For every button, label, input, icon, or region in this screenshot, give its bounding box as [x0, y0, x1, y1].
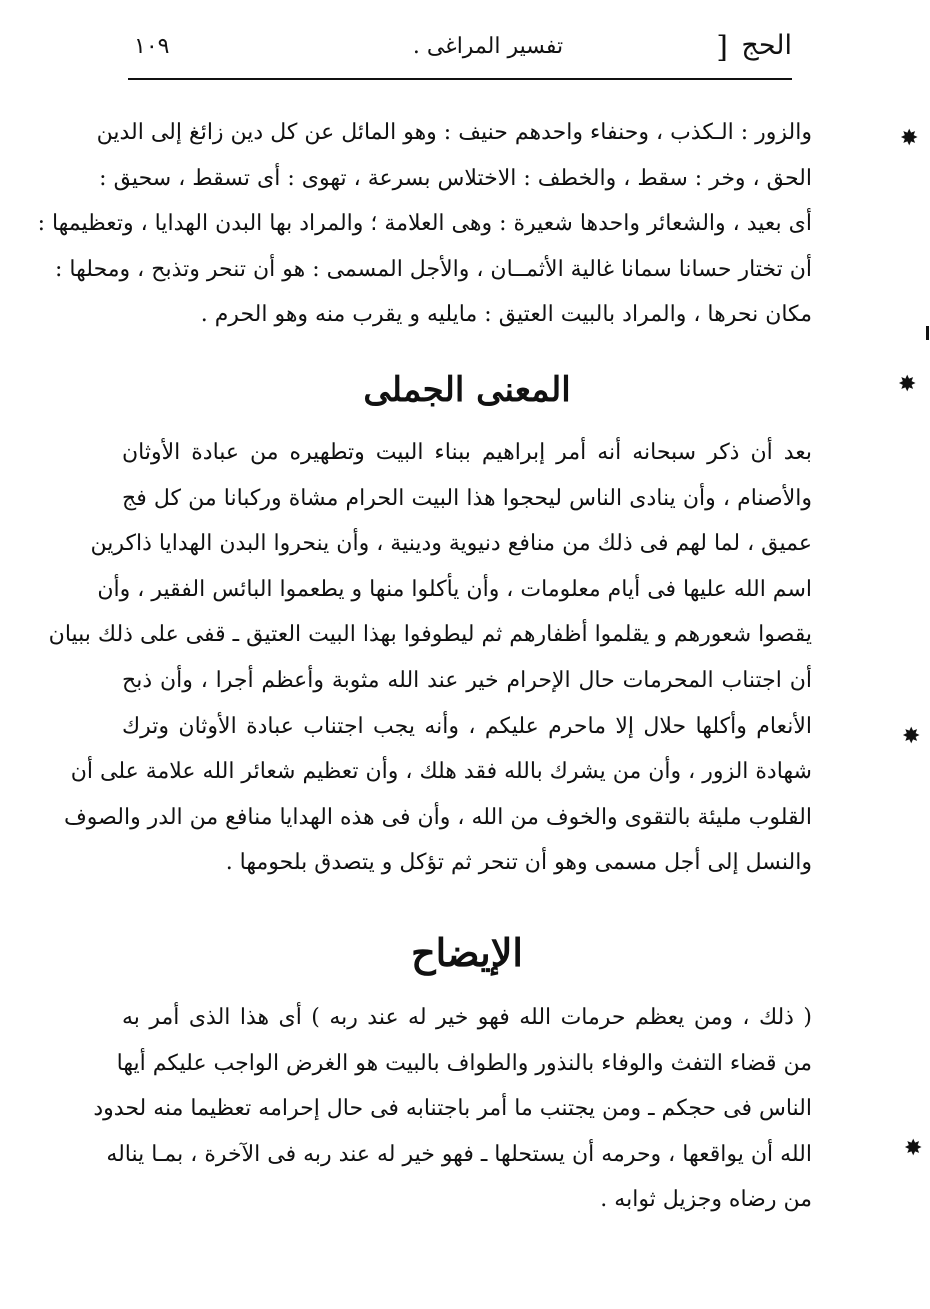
- text-line: القلوب مليئة بالتقوى والخوف من الله ، وأن فى هذه الهدايا منافع من الدر والصوف: [64, 804, 812, 830]
- general-meaning-paragraph: [48, 430, 812, 886]
- text-line: من رضاه وجزيل ثوابه .: [600, 1187, 812, 1213]
- text-line: من قضاء التفث والوفاء بالنذور والطواف بالبيت هو الغرض الواجب عليكم أيها: [116, 1050, 812, 1076]
- ink-blot-icon: ✸: [898, 372, 917, 397]
- text-line: والزور : الـكذب ، وحنفاء واحدهم حنيف : وهو المائل عن كل دين زائغ إلى الدين: [96, 120, 812, 145]
- explanation-paragraph: [93, 995, 812, 1223]
- text-line: أن اجتناب المحرمات حال الإحرام خير عند الله مثوبة وأعظم أجرا ، وأن ذبح: [122, 667, 812, 693]
- running-header: [128, 28, 792, 80]
- margin-tick: [926, 326, 929, 340]
- text-line: شهادة الزور ، وأن من يشرك بالله فقد هلك ، وأن تعظيم شعائر الله علامة على أن: [70, 759, 812, 785]
- text-line: عميق ، لما لهم فى ذلك من منافع دنيوية ودينية ، وأن ينحروا البدن الهدايا ذاكرين: [90, 531, 812, 557]
- text-line: والنسل إلى أجل مسمى وهو أن تنحر ثم تؤكل و يتصدق بلحومها .: [225, 850, 812, 876]
- ink-blot-icon: ✸: [904, 1136, 923, 1161]
- text-line: الأنعام وأكلها حلال إلا ماحرم عليكم ، وأنه يجب اجتناب عبادة الأوثان وترك: [122, 713, 812, 739]
- surah-name: الحج: [741, 30, 792, 61]
- section-heading-general-meaning: المعنى الجملى: [363, 370, 571, 410]
- text-line: الحق ، وخر : سقط ، والخطف : الاختلاس بسرعة ، تهوى : أى تسقط ، سحيق :: [99, 165, 812, 191]
- section-heading-explanation: الإيضاح: [411, 930, 523, 975]
- text-line: أن تختار حسانا سمانا غالية الأثمــان ، والأجل المسمى : هو أن تنحر وتذبح ، ومحلها :: [55, 256, 812, 282]
- text-line: اسم الله عليها فى أيام معلومات ، وأن يأكلوا منها و يطعموا البائس الفقير ، وأن: [97, 576, 812, 602]
- text-line: الناس فى حجكم ـ ومن يجتنب ما أمر باجتنابه فى حال إحرامه تعظيما منه لحدود: [93, 1096, 812, 1122]
- text-line: ( ذلك ، ومن يعظم حرمات الله فهو خير له عند ربه ) أى هذا الذى أمر به: [122, 1005, 812, 1030]
- text-line: بعد أن ذكر سبحانه أنه أمر إبراهيم ببناء البيت وتطهيره من عبادة الأوثان: [122, 440, 812, 465]
- text-line: أى بعيد ، والشعائر واحدها شعيرة : وهى العلامة ؛ والمراد بها البدن الهدايا ، وتعظيمها :: [37, 211, 812, 237]
- page-number: ١٠٩: [134, 34, 170, 59]
- text-line: الله أن يواقعها ، وحرمه أن يستحلها ـ فهو خير له عند ربه فى الآخرة ، بمـا يناله: [106, 1141, 812, 1167]
- header-bracket: ]: [716, 30, 728, 65]
- text-line: والأصنام ، وأن ينادى الناس ليحجوا هذا البيت الحرام مشاة وركبانا من كل فج: [122, 485, 812, 511]
- header-rule: [128, 78, 792, 80]
- ink-blot-icon: ✸: [902, 724, 921, 749]
- text-line: مكان نحرها ، والمراد بالبيت العتيق : مايليه و يقرب منه وهو الحرم .: [200, 302, 812, 328]
- ink-blot-icon: ✸: [900, 126, 919, 151]
- book-title: تفسير المراغى .: [412, 34, 564, 59]
- text-line: يقصوا شعورهم و يقلموا أظفارهم ثم ليطوفوا بهذا البيت العتيق ـ قفى على ذلك ببيان: [48, 622, 812, 648]
- vocabulary-paragraph: [37, 110, 812, 338]
